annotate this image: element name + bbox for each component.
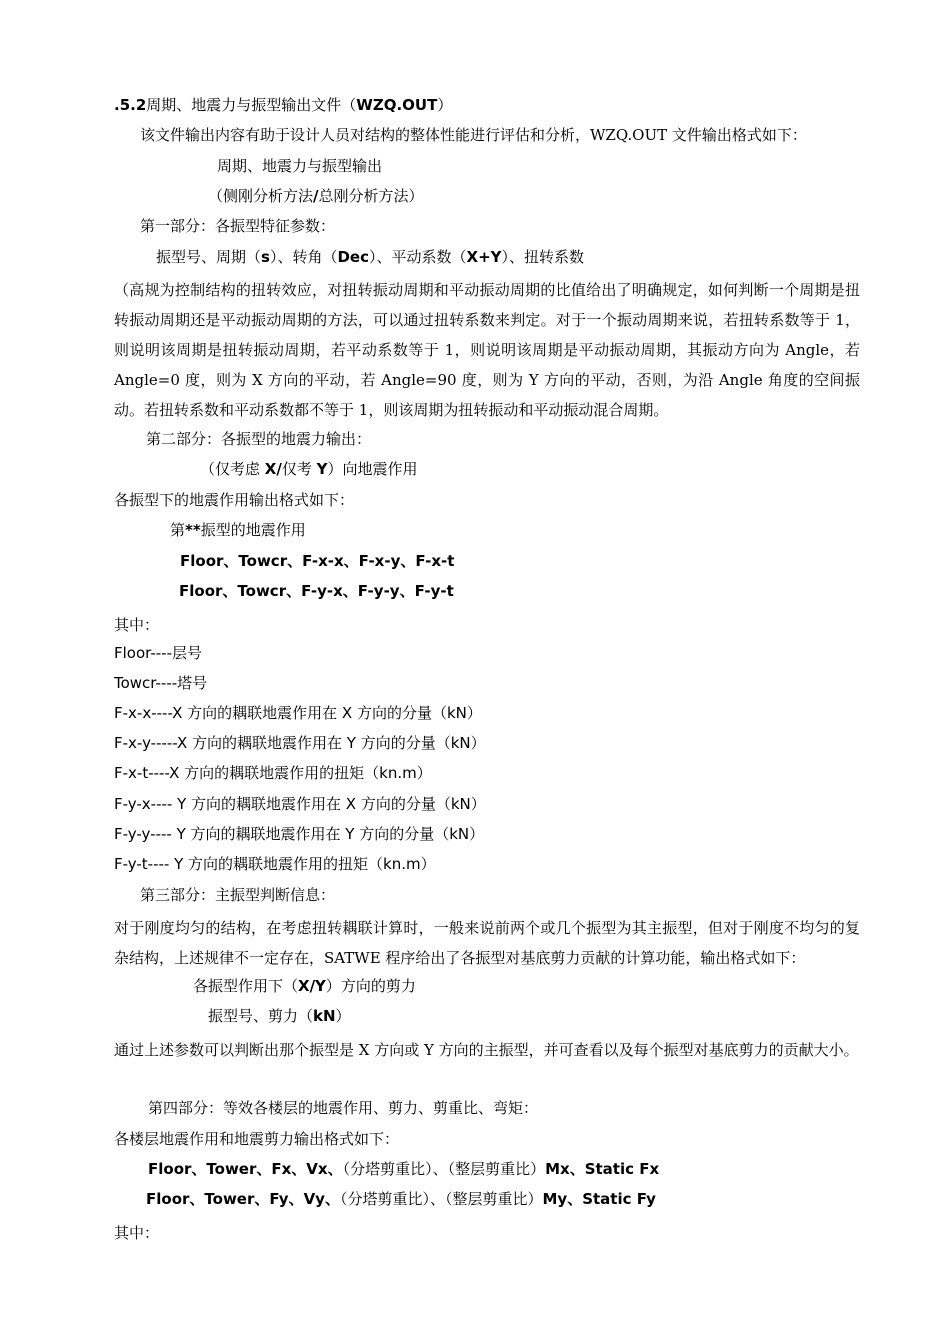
method-heading xyxy=(208,185,424,207)
part1-title xyxy=(140,215,335,237)
mode-shear-b: ） xyxy=(335,1007,351,1025)
fx-c: Mx、Static Fx xyxy=(545,1160,660,1178)
part1-title-text: 第一部分：各振型特征参数： xyxy=(140,217,336,235)
part4-format-intro xyxy=(114,1128,399,1150)
fields-b: ）、转角（ xyxy=(269,248,338,266)
section-heading xyxy=(114,94,452,116)
part2-format-intro xyxy=(114,489,354,511)
def-towcr xyxy=(114,672,207,694)
part3-title xyxy=(140,884,335,906)
format-floor-y xyxy=(146,1188,656,1210)
def-towcr-text: Towcr----塔号 xyxy=(114,674,208,692)
intro-text xyxy=(140,124,807,146)
mode-b: 振型的地震作用 xyxy=(200,521,306,539)
sub-x: X/ xyxy=(264,460,282,478)
def-fxt xyxy=(114,762,432,784)
format-x-line xyxy=(180,550,454,572)
fx-b: （分塔剪重比）、（整层剪重比） xyxy=(342,1160,546,1178)
part2-title xyxy=(146,428,371,450)
shear-heading xyxy=(193,975,416,997)
def-floor-text: Floor----层号 xyxy=(114,644,203,662)
section-title-end: ） xyxy=(437,96,453,114)
fy-c: My、Static Fy xyxy=(542,1190,656,1208)
section-number: .5.2 xyxy=(114,96,147,114)
where-2-text: 其中： xyxy=(114,1224,160,1242)
method-b: 总刚分析方法） xyxy=(318,187,424,205)
method-slash: / xyxy=(313,187,319,205)
fields-dec: Dec xyxy=(337,248,369,266)
def-fyy-text: F-y-y---- Y 方向的耦联地震作用在 Y 方向的分量（kN） xyxy=(114,825,485,843)
where-label-1 xyxy=(114,614,159,636)
fields-a: 振型号、周期（ xyxy=(156,248,262,266)
def-fyx-text: F-y-x---- Y 方向的耦联地震作用在 X 方向的分量（kN） xyxy=(114,795,486,813)
part4-title-text: 第四部分：等效各楼层的地震作用、剪力、剪重比、弯矩： xyxy=(148,1099,539,1117)
def-fxy xyxy=(114,732,486,754)
sub-a: （仅考虑 xyxy=(200,460,265,478)
format-x-text: Floor、Towcr、F-x-x、F-x-y、F-x-t xyxy=(180,552,455,570)
method-a: （侧刚分析方法 xyxy=(208,187,314,205)
mode-line xyxy=(170,519,306,541)
mode-stars: ** xyxy=(185,521,201,539)
def-fxx-text: F-x-x----X 方向的耦联地震作用在 X 方向的分量（kN） xyxy=(114,704,482,722)
def-fyy xyxy=(114,823,484,845)
sub-b: 仅考 xyxy=(281,460,317,478)
fy-b: （分塔剪重比）、（整层剪重比） xyxy=(339,1190,543,1208)
section-file: WZQ.OUT xyxy=(356,96,438,114)
def-fxy-text: F-x-y-----X 方向的耦联地震作用在 Y 方向的分量（kN） xyxy=(114,734,486,752)
part4-title xyxy=(148,1097,538,1119)
part1-description xyxy=(114,275,860,425)
fields-s: s xyxy=(261,248,270,266)
part3-conclusion-text: 通过上述参数可以判断出那个振型是 X 方向或 Y 方向的主振型，并可查看以及每个振型对基底剪力的贡献大小。 xyxy=(114,1041,859,1059)
where-1-text: 其中： xyxy=(114,616,160,634)
fy-a: Floor、Tower、Fy、Vy、 xyxy=(146,1190,340,1208)
format-floor-x xyxy=(148,1158,659,1180)
shear-xy: X/Y xyxy=(298,977,326,995)
intro-content: 该文件输出内容有助于设计人员对结构的整体性能进行评估和分析，WZQ.OUT 文件输出格式如下： xyxy=(140,126,807,144)
section-title: 周期、地震力与振型输出文件（ xyxy=(146,96,357,114)
part3-description xyxy=(114,913,860,973)
fields-c: ）、平动系数（ xyxy=(369,248,467,266)
def-fxx xyxy=(114,702,482,724)
part2-sub xyxy=(200,458,418,480)
part3-conclusion xyxy=(114,1035,860,1065)
output-heading xyxy=(217,155,382,177)
part2-title-text: 第二部分：各振型的地震力输出： xyxy=(146,430,372,448)
def-floor xyxy=(114,642,202,664)
part1-desc-text: （高规为控制结构的扭转效应，对扭转振动周期和平动振动周期的比值给出了明确规定，如何判断一个周期是扭转振动周期还是平动振动周期的方法，可以通过扭转系数来判定。对于一个振动周期来说，若扭转系数等于 1，则说明该周期是扭转振动周期，若平动系数等于 1，则说明该周期是平动振动周期，其振动方向为 Angle，若 Angle=0 度，则为 X 方向的平动，若 Angle=90 度，则为 Y 方向的平动，否则，为沿 Angle 角度的空间振动。若扭转系数和平动系数都不等于 1，则该周期为扭转振动和平动振动混合周期。 xyxy=(114,281,860,419)
part3-title-text: 第三部分：主振型判断信息： xyxy=(140,886,336,904)
def-fyx xyxy=(114,793,486,815)
output-heading-text: 周期、地震力与振型输出 xyxy=(217,157,383,175)
def-fyt xyxy=(114,853,436,875)
fields-d: ）、扭转系数 xyxy=(501,248,585,266)
mode-shear-a: 振型号、剪力（ xyxy=(208,1007,314,1025)
shear-b: ）方向的剪力 xyxy=(325,977,416,995)
part2-format-intro-text: 各振型下的地震作用输出格式如下： xyxy=(114,491,355,509)
format-y-line xyxy=(179,580,454,602)
shear-a: 各振型作用下（ xyxy=(193,977,299,995)
fields-xy: X+Y xyxy=(466,248,502,266)
def-fxt-text: F-x-t----X 方向的耦联地震作用的扭矩（kn.m） xyxy=(114,764,432,782)
part1-fields xyxy=(156,246,584,268)
format-y-text: Floor、Towcr、F-y-x、F-y-y、F-y-t xyxy=(179,582,454,600)
mode-a: 第 xyxy=(170,521,186,539)
fx-a: Floor、Tower、Fx、Vx、 xyxy=(148,1160,343,1178)
mode-shear-kn: kN xyxy=(313,1007,336,1025)
sub-y: Y xyxy=(316,460,328,478)
part3-desc-text: 对于刚度均匀的结构，在考虑扭转耦联计算时，一般来说前两个或几个振型为其主振型，但对于刚度不均匀的复杂结构，上述规律不一定存在，SATWE 程序给出了各振型对基底剪力贡献的计算功能，输出格式如下： xyxy=(114,919,860,967)
sub-c: ）向地震作用 xyxy=(327,460,418,478)
where-label-2 xyxy=(114,1222,159,1244)
part4-format-intro-text: 各楼层地震作用和地震剪力输出格式如下： xyxy=(114,1130,400,1148)
mode-shear-line xyxy=(208,1005,351,1027)
def-fyt-text: F-y-t---- Y 方向的耦联地震作用的扭矩（kn.m） xyxy=(114,855,436,873)
